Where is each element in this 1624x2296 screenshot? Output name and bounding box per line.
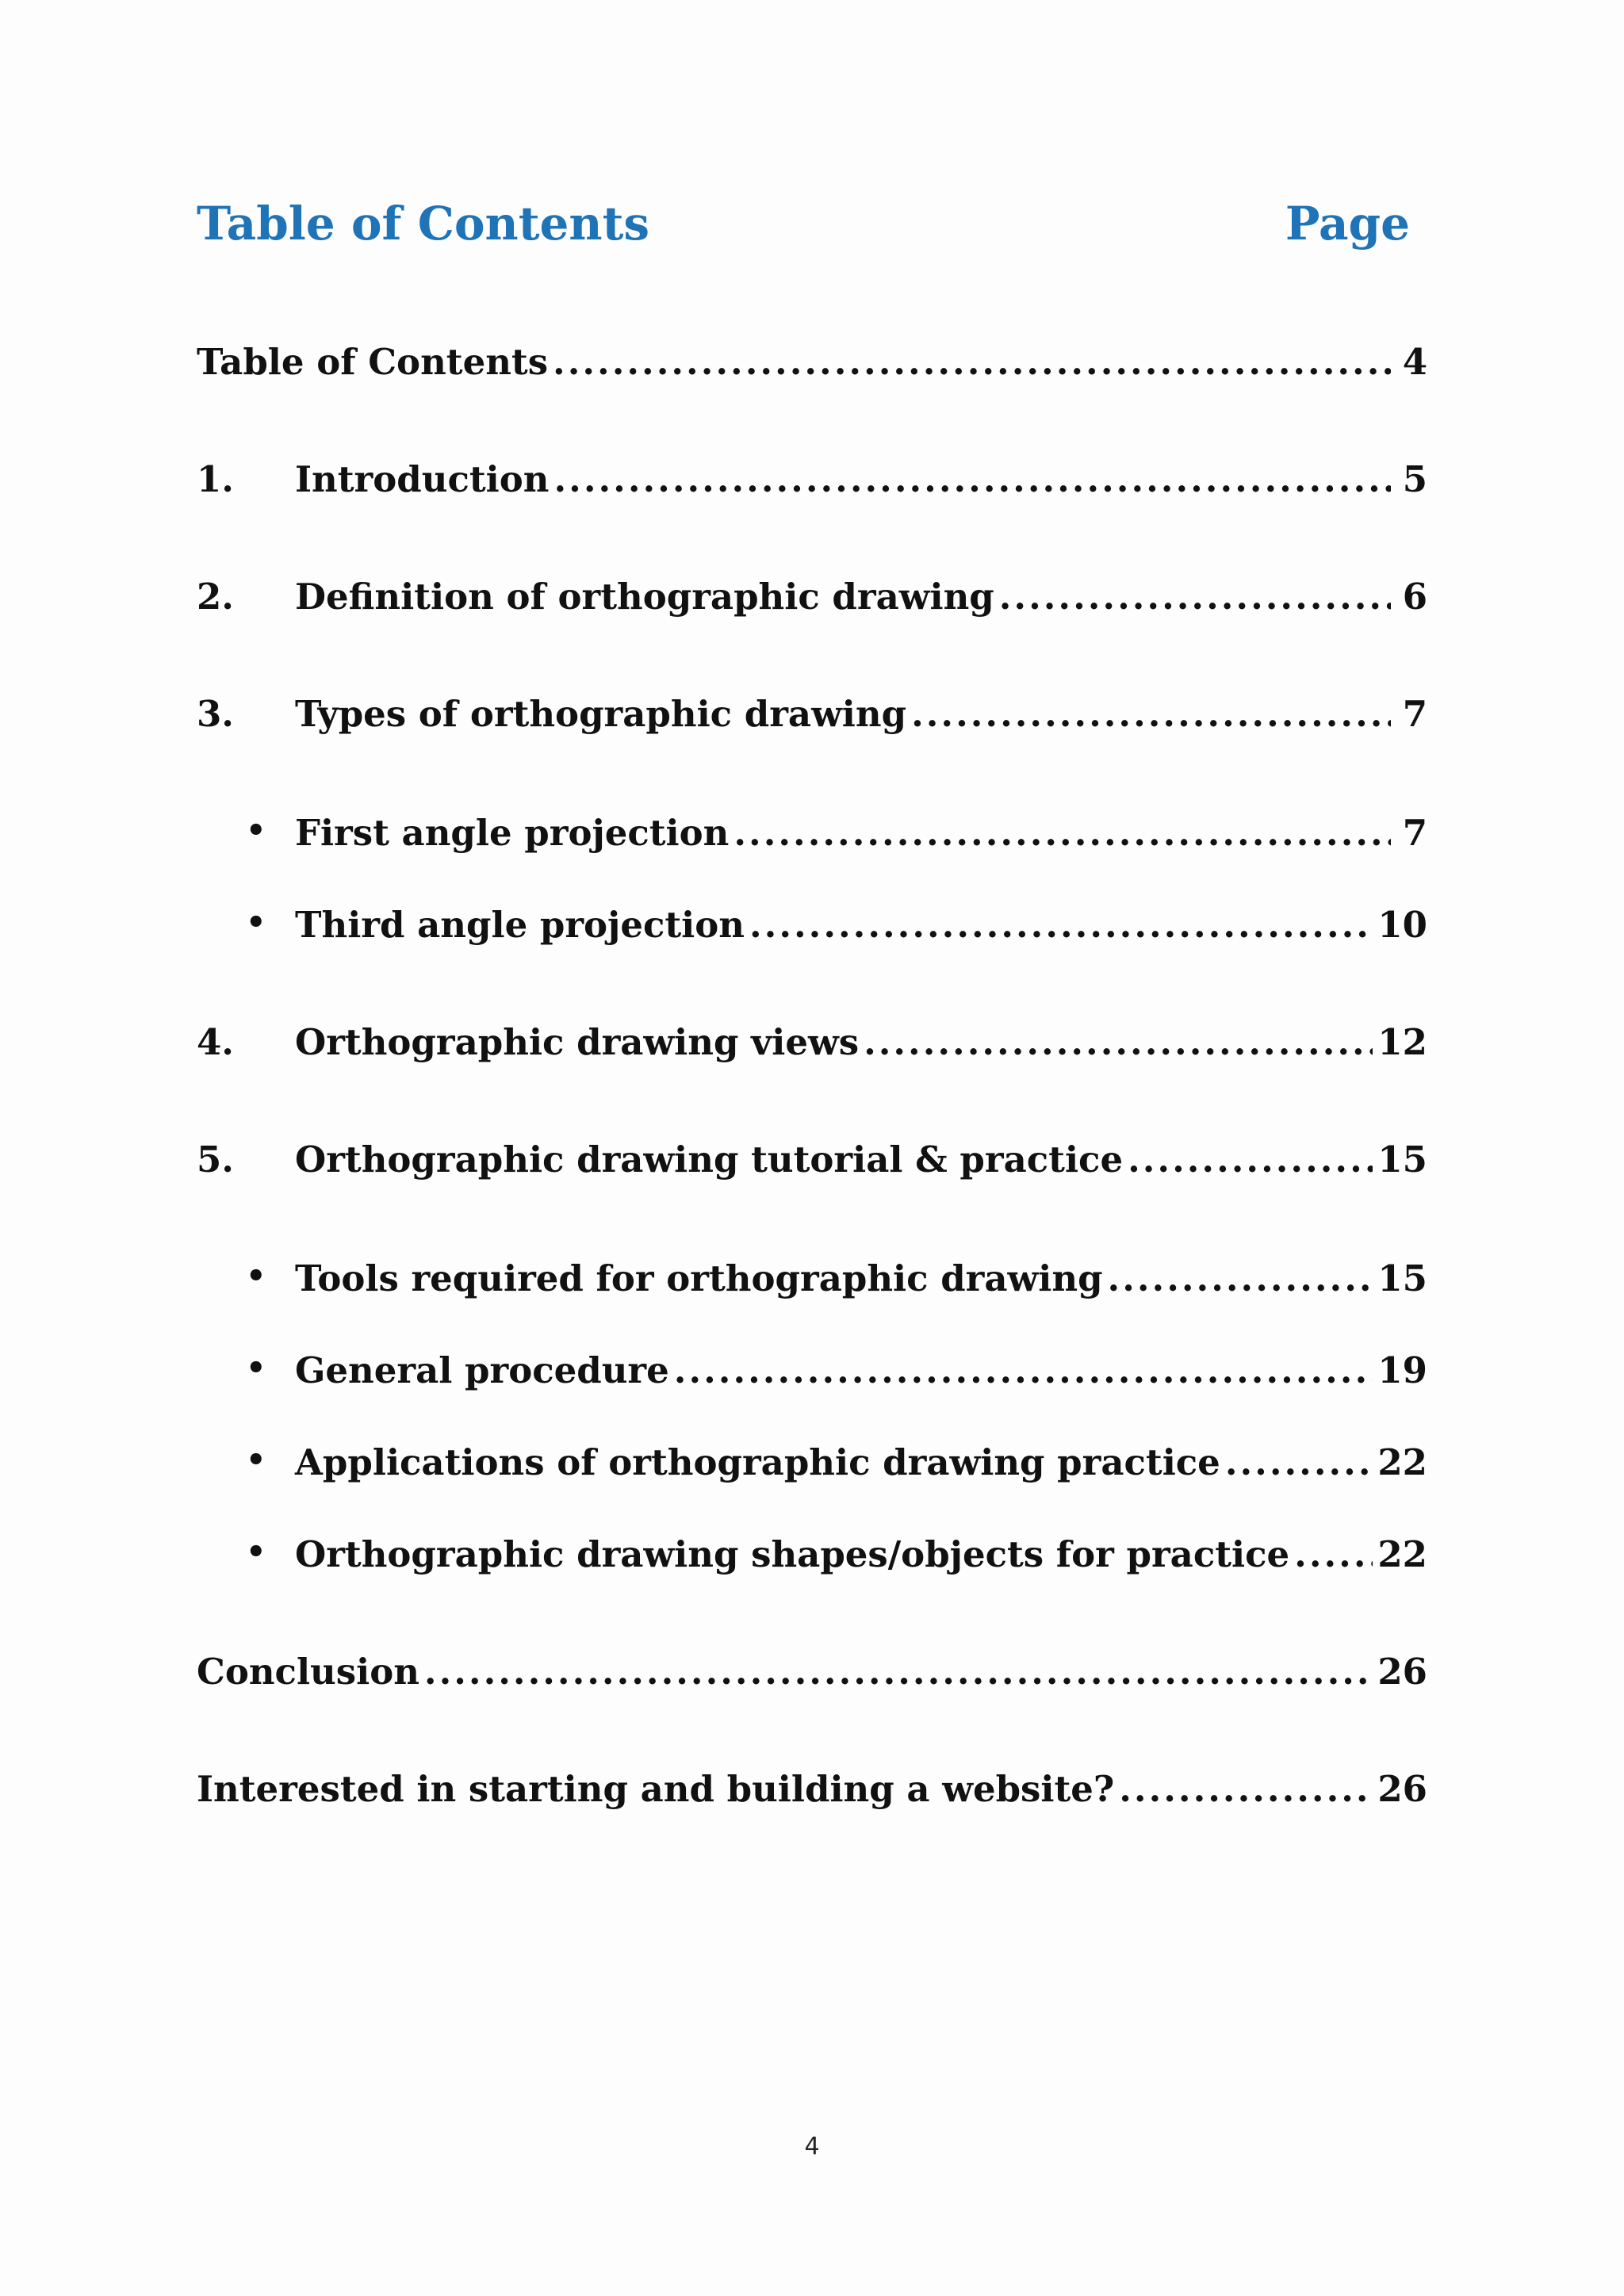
toc-entry-page: 22 — [1377, 1533, 1427, 1575]
dot-leader — [1108, 1257, 1373, 1299]
dot-leader — [674, 1349, 1373, 1391]
toc-entry-label: First angle projection — [295, 812, 730, 854]
toc-entry-number: 4. — [197, 1021, 234, 1063]
dot-leader — [749, 904, 1373, 946]
dot-leader — [1119, 1768, 1373, 1810]
toc-entry-number: 3. — [197, 693, 234, 735]
toc-entry[interactable] — [197, 904, 1427, 951]
toc-entry-page: 12 — [1377, 1021, 1427, 1063]
dot-leader — [1294, 1533, 1373, 1575]
toc-entry-page: 15 — [1377, 1257, 1427, 1299]
toc-entry-page: 6 — [1402, 576, 1427, 618]
toc-entry[interactable] — [197, 812, 1427, 859]
toc-entry[interactable] — [197, 1651, 1427, 1698]
toc-entry-page: 26 — [1377, 1768, 1427, 1810]
toc-entry[interactable] — [197, 341, 1427, 388]
toc-entry-label: Types of orthographic drawing — [295, 693, 907, 735]
toc-entry-label: Third angle projection — [295, 904, 745, 946]
toc-entry[interactable] — [197, 458, 1427, 506]
toc-header — [197, 197, 1410, 251]
bullet-icon: • — [246, 812, 266, 849]
bullet-icon: • — [246, 1257, 266, 1295]
toc-entry-number: 2. — [197, 576, 234, 618]
toc-entry[interactable] — [197, 1138, 1427, 1186]
toc-title: Table of Contents — [197, 197, 650, 251]
dot-leader — [911, 693, 1391, 735]
toc-entry[interactable] — [197, 1257, 1427, 1305]
toc-entry-label: Conclusion — [197, 1651, 419, 1693]
toc-entry-page: 4 — [1402, 341, 1427, 383]
toc-entry-number: 5. — [197, 1138, 234, 1181]
toc-entry-page: 22 — [1377, 1441, 1427, 1483]
toc-entry[interactable] — [197, 576, 1427, 623]
bullet-icon: • — [246, 1441, 266, 1479]
toc-entry-page: 5 — [1402, 458, 1427, 500]
toc-entry[interactable] — [197, 1349, 1427, 1397]
page-column-label: Page — [1285, 197, 1410, 251]
toc-entry-label: Definition of orthographic drawing — [295, 576, 994, 618]
dot-leader — [864, 1021, 1373, 1063]
toc-entry-label: Table of Contents — [197, 341, 549, 383]
dot-leader — [999, 576, 1391, 618]
toc-entry-label: Orthographic drawing views — [295, 1021, 860, 1063]
dot-leader — [1225, 1441, 1373, 1483]
toc-entry[interactable] — [197, 693, 1427, 740]
toc-entry-page: 10 — [1377, 904, 1427, 946]
toc-entry-page: 19 — [1377, 1349, 1427, 1391]
toc-entry-page: 7 — [1402, 693, 1427, 735]
toc-entry-label: Orthographic drawing shapes/objects for practice — [295, 1533, 1290, 1575]
toc-entry-label: Orthographic drawing tutorial & practice — [295, 1138, 1124, 1181]
toc-entry-label: General procedure — [295, 1349, 669, 1391]
bullet-icon: • — [246, 1349, 266, 1387]
toc-entry[interactable] — [197, 1021, 1427, 1069]
page-number: 4 — [804, 2133, 820, 2160]
toc-entry[interactable] — [197, 1441, 1427, 1489]
toc-entry-label: Interested in starting and building a website? — [197, 1768, 1115, 1810]
toc-entry[interactable] — [197, 1768, 1427, 1816]
toc-entry-label: Tools required for orthographic drawing — [295, 1257, 1103, 1299]
toc-entry-page: 15 — [1377, 1138, 1427, 1181]
toc-entry-page: 7 — [1402, 812, 1427, 854]
dot-leader — [553, 341, 1391, 383]
bullet-icon: • — [246, 904, 266, 941]
toc-entry[interactable] — [197, 1533, 1427, 1581]
toc-entry-page: 26 — [1377, 1651, 1427, 1693]
toc-entry-label: Introduction — [295, 458, 550, 500]
toc-entry-label: Applications of orthographic drawing practice — [295, 1441, 1220, 1483]
dot-leader — [424, 1651, 1373, 1693]
bullet-icon: • — [246, 1533, 266, 1571]
dot-leader — [1128, 1138, 1373, 1181]
toc-entry-number: 1. — [197, 458, 234, 500]
dot-leader — [733, 812, 1391, 854]
dot-leader — [553, 458, 1391, 500]
